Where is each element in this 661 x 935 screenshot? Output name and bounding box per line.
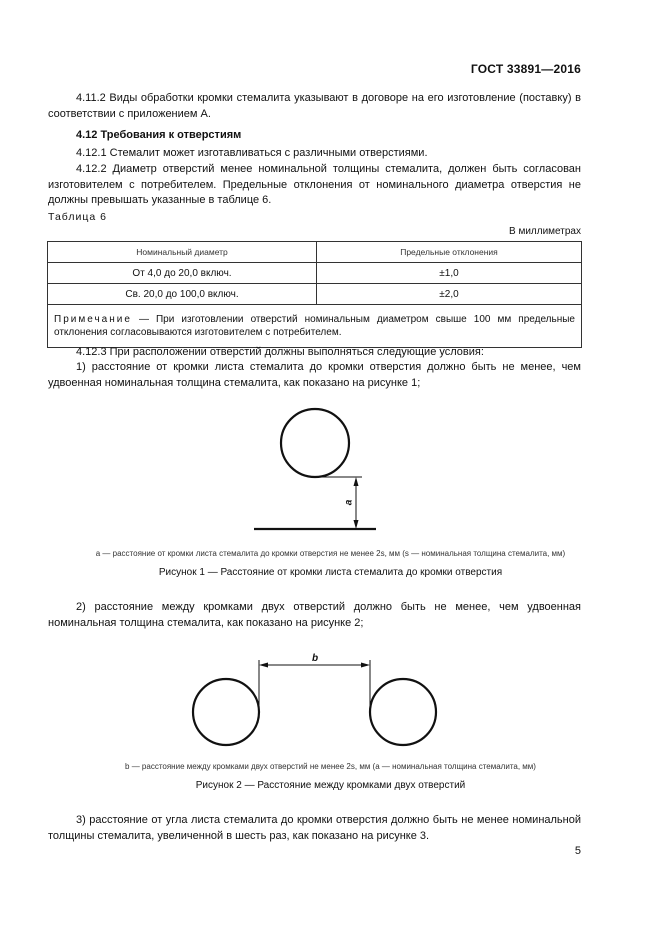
dimension-arrow-left <box>259 663 268 668</box>
document-code: ГОСТ 33891—2016 <box>470 62 581 76</box>
table-caption: Таблица 6 <box>48 211 107 223</box>
table-note-text: — При изготовлении отверстий номинальным диаметром свыше 100 мм предельные отклонения согласовываются изготовителем с потребителем. <box>54 314 575 338</box>
table-unit: В миллиметрах <box>509 226 581 237</box>
table-cell: ±2,0 <box>317 284 582 305</box>
figure-2-legend: b — расстояние между кромками двух отверстий не менее 2s, мм (a — номинальная толщина стемалита, мм) <box>125 762 536 771</box>
section-heading-4-12: 4.12 Требования к отверстиям <box>76 129 242 141</box>
figure-1-caption: Рисунок 1 — Расстояние от кромки листа стемалита до кромки отверстия <box>158 567 503 578</box>
list-item-3: 3) расстояние от угла листа стемалита до кромки отверстия должно быть не менее номинальной толщины стемалита, увеличенной в шесть раз, как показано на рисунке 3. <box>48 814 581 842</box>
list-item-2: 2) расстояние между кромками двух отверстий должно быть не менее, чем удвоенная номинальная толщина стемалита, как показано на рисунке 2; <box>48 601 581 629</box>
dimension-label-b: b <box>312 653 319 664</box>
table-cell: Св. 20,0 до 100,0 включ. <box>48 284 317 305</box>
hole-circle-left <box>193 679 259 745</box>
figure-1-legend: a — расстояние от кромки листа стемалита до кромки отверстия не менее 2s, мм (s — номинальная толщина стемалита, мм) <box>95 549 566 558</box>
table-cell: ±1,0 <box>317 263 582 284</box>
page-number: 5 <box>574 845 581 857</box>
paragraph-4-12-1: 4.12.1 Стемалит может изготавливаться с различными отверстиями. <box>76 147 428 159</box>
paragraph-4-11-2: 4.11.2 Виды обработки кромки стемалита указывают в договоре на его изготовление (поставку) в соответствии с приложением А. <box>48 92 581 120</box>
table-note-label: Примечание <box>54 314 132 325</box>
dimension-label-a: a <box>343 499 355 506</box>
dimension-arrow-right <box>361 663 370 668</box>
table-header-cell: Номинальный диаметр <box>48 242 317 263</box>
table-header-cell: Предельные отклонения <box>317 242 582 263</box>
hole-circle-right <box>370 679 436 745</box>
list-item-1: 1) расстояние от кромки листа стемалита до кромки отверстия должно быть не менее, чем удвоенная номинальная толщина стемалита, как показано на рисунке 1; <box>48 361 581 389</box>
table-cell: От 4,0 до 20,0 включ. <box>48 263 317 284</box>
figure-2-caption: Рисунок 2 — Расстояние между кромками двух отверстий <box>195 780 466 791</box>
paragraph-4-12-3: 4.12.3 При расположении отверстий должны выполняться следующие условия: <box>76 346 484 358</box>
paragraph-4-12-2: 4.12.2 Диаметр отверстий менее номинальной толщины стемалита, должен быть согласован изготовителем с потребителем. Предельные отклонения от номинального диаметра отверстия не должны превышать указанные в таблице 6. <box>48 163 581 206</box>
